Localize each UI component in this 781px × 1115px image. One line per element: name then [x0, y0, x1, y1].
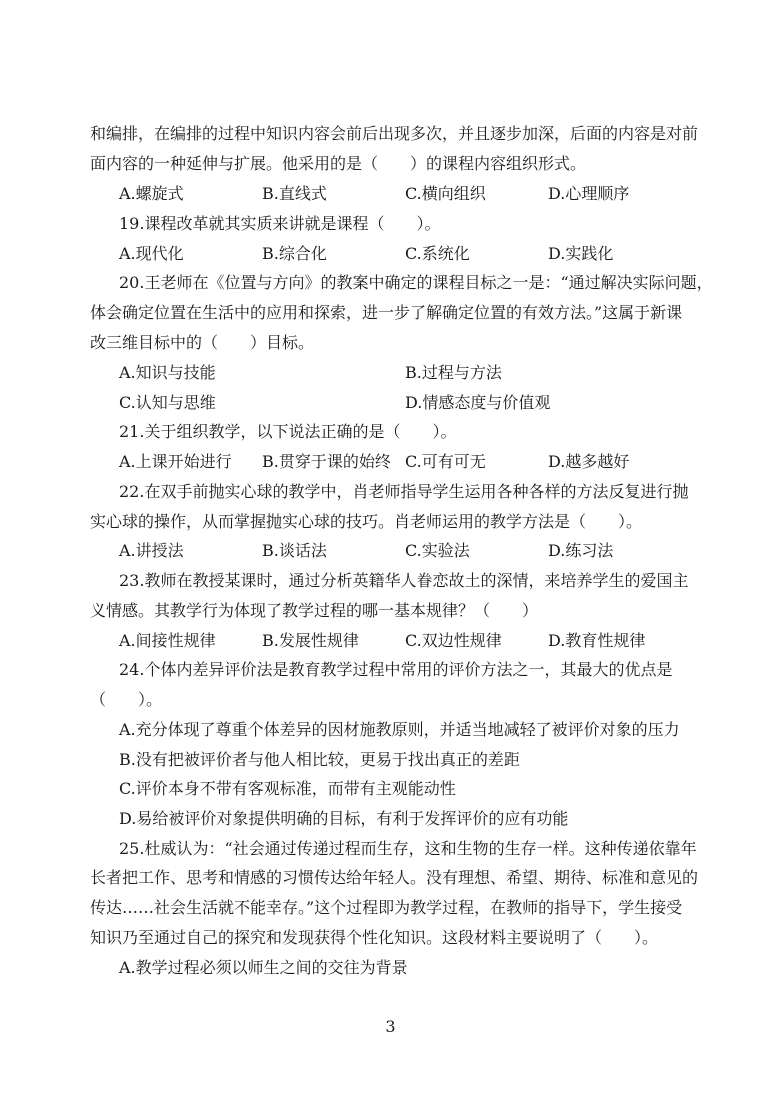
q18-option-a: A.螺旋式 [119, 184, 184, 203]
q20-option-b: B.过程与方法 [405, 363, 502, 382]
q18-option-c: C.横向组织 [405, 184, 486, 203]
q23-option-c: C.双边性规律 [405, 631, 502, 650]
q23-option-d: D.教育性规律 [548, 631, 646, 650]
q23-option-a: A.间接性规律 [119, 631, 216, 650]
q20-line-2: 体会确定位置在生活中的应用和探索，进一步了解确定位置的有效方法。”这属于新课 [90, 303, 683, 322]
q22-option-c: C.实验法 [405, 541, 470, 560]
q22-option-b: B.谈话法 [262, 541, 327, 560]
q19-option-d: D.实践化 [548, 244, 614, 263]
q25-line-2: 长者把工作、思考和情感的习惯传达给年轻人。没有理想、希望、期待、标准和意见的 [90, 868, 699, 887]
q23-option-b: B.发展性规律 [262, 631, 359, 650]
q20-line-1: 20.王老师在《位置与方向》的教案中确定的课程目标之一是：“通过解决实际问题， [119, 273, 713, 292]
q24-option-c: C.评价本身不带有客观标准，而带有主观能动性 [119, 779, 456, 798]
q25-option-a: A.教学过程必须以师生之间的交往为背景 [119, 958, 408, 977]
q19-option-a: A.现代化 [119, 244, 184, 263]
q18-options [119, 183, 689, 205]
q22-line-1: 22.在双手前抛实心球的教学中，肖老师指导学生运用各种各样的方法反复进行抛 [119, 482, 689, 501]
q20-option-a: A.知识与技能 [119, 363, 216, 382]
q24-option-b: B.没有把被评价者与他人相比较，更易于找出真正的差距 [119, 750, 520, 769]
q21-option-d: D.越多越好 [548, 452, 630, 471]
q24-line-2: （ ）。 [90, 690, 163, 709]
q21-stem: 21.关于组织教学，以下说法正确的是（ ）。 [119, 422, 457, 441]
q19-option-c: C.系统化 [405, 244, 470, 263]
q22-option-d: D.练习法 [548, 541, 614, 560]
q19-option-b: B.综合化 [262, 244, 327, 263]
q23-options [119, 630, 689, 652]
q24-line-1: 24.个体内差异评价法是教育教学过程中常用的评价方法之一，其最大的优点是 [119, 660, 673, 679]
q25-line-1: 25.杜威认为：“社会通过传递过程而生存，这和生物的生存一样。这种传递依靠年 [119, 839, 697, 858]
q21-option-b: B.贯穿于课的始终 [262, 452, 391, 471]
q24-option-d: D.易给被评价对象提供明确的目标，有利于发挥评价的应有功能 [119, 809, 569, 828]
q20-line-3: 改三维目标中的（ ）目标。 [90, 333, 315, 352]
q20-option-c: C.认知与思维 [119, 393, 216, 412]
page-number: 3 [385, 1017, 396, 1036]
q23-line-2: 义情感。其教学行为体现了教学过程的哪一基本规律？（ ） [90, 601, 539, 620]
q18-line-1: 和编排，在编排的过程中知识内容会前后出现多次，并且逐步加深，后面的内容是对前 [90, 124, 699, 143]
q20-option-d: D.情感态度与价值观 [405, 393, 551, 412]
q23-line-1: 23.教师在教授某课时，通过分析英籍华人眷恋故土的深情，来培养学生的爱国主 [119, 571, 689, 590]
q19-options [119, 243, 689, 265]
q22-line-2: 实心球的操作，从而掌握抛实心球的技巧。肖老师运用的教学方法是（ ）。 [90, 512, 643, 531]
q24-option-a: A.充分体现了尊重个体差异的因材施教原则，并适当地减轻了被评价对象的压力 [119, 720, 680, 739]
q21-option-a: A.上课开始进行 [119, 452, 232, 471]
q20-options-row-1 [119, 362, 689, 384]
q21-options [119, 451, 689, 473]
q22-options [119, 540, 689, 562]
q21-option-c: C.可有可无 [405, 452, 486, 471]
q20-options-row-2 [119, 392, 689, 414]
q18-line-2: 面内容的一种延伸与扩展。他采用的是（ ）的课程内容组织形式。 [90, 154, 587, 173]
q18-option-d: D.心理顺序 [548, 184, 630, 203]
q18-option-b: B.直线式 [262, 184, 327, 203]
q25-line-3: 传达……社会生活就不能幸存。”这个过程即为教学过程，在教师的指导下，学生接受 [90, 898, 683, 917]
q19-stem: 19.课程改革就其实质来讲就是课程（ ）。 [119, 214, 441, 233]
q25-line-4: 知识乃至通过自己的探究和发现获得个性化知识。这段材料主要说明了（ ）。 [90, 928, 659, 947]
q22-option-a: A.讲授法 [119, 541, 184, 560]
